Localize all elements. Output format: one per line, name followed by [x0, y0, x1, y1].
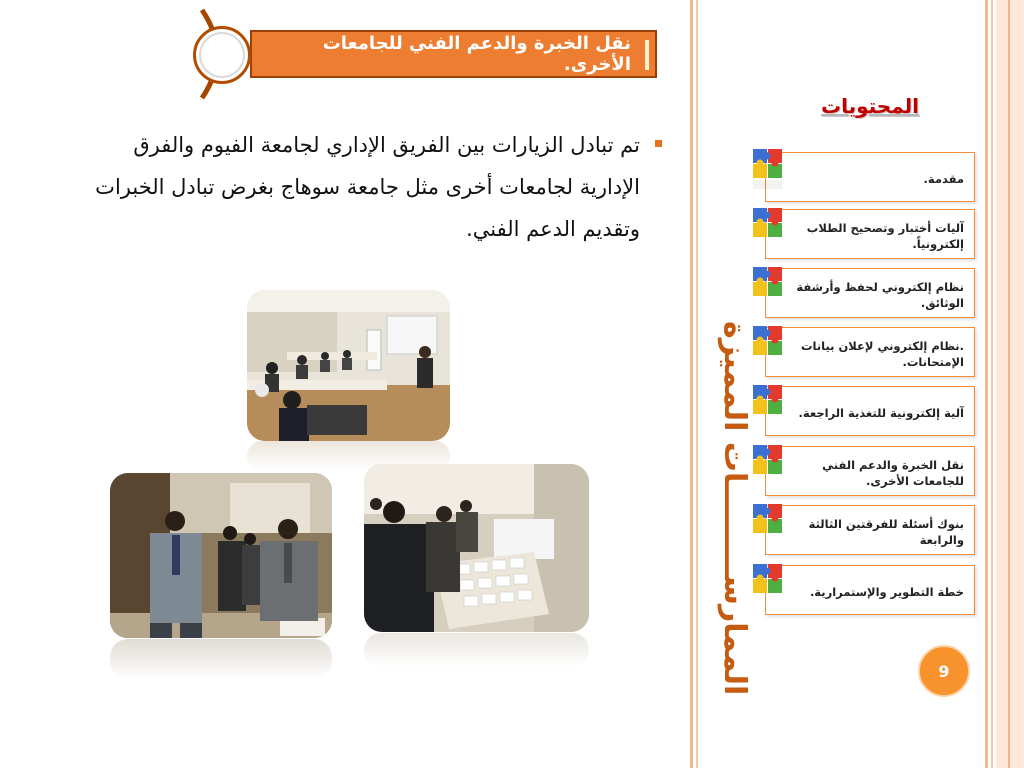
contents-title: المحتويات	[820, 94, 919, 118]
title-circle-decoration	[193, 26, 251, 84]
main-bullet	[80, 124, 640, 250]
contents-item-label: .نظام إلكتروني لإعلان بيانات الإمتحانات.	[800, 338, 964, 369]
exhibition-table-photo-reflection	[364, 633, 589, 667]
puzzle-icon	[751, 383, 785, 427]
puzzle-icon	[751, 147, 785, 191]
contents-item-label: نقل الخبرة والدعم الفني للجامعات الأخرى.	[822, 457, 964, 488]
contents-item-label: آلية إلكترونية للتغذية الراجعة.	[798, 405, 964, 420]
puzzle-icon	[751, 324, 785, 368]
contents-item-label: بنوك أسئلة للفرقتين الثالثة والرابعة	[808, 516, 964, 547]
contents-item-development-plan[interactable]	[765, 565, 975, 615]
puzzle-icon	[751, 443, 785, 487]
main-bullet-text: تم تبادل الزيارات بين الفريق الإداري لجامعة الفيوم والفرق الإدارية لجامعات أخرى مثل جامعة سوهاج بغرض تبادل الخبرات وتقديم الدعم الفني.	[95, 133, 640, 241]
border-stripe-5	[996, 0, 1024, 768]
border-stripe-3	[985, 0, 988, 768]
exhibition-table-photo	[364, 464, 589, 632]
meeting-room-photo	[247, 290, 450, 441]
border-stripe-4	[991, 0, 993, 768]
visitors-corridor-photo-reflection	[110, 639, 332, 679]
title-accent-bar	[645, 40, 649, 70]
contents-item-label: نظام إلكتروني لحفظ وأرشفة الوثائق.	[796, 279, 964, 310]
contents-item-feedback[interactable]	[765, 386, 975, 436]
contents-item-intro[interactable]	[765, 152, 975, 202]
bullet-icon	[655, 140, 662, 147]
puzzle-icon	[751, 206, 785, 250]
contents-item-label: خطة التطوير والإستمرارية.	[809, 584, 964, 599]
visitors-corridor-photo	[110, 473, 332, 638]
side-vertical-text: الممارســـــــــات المميزة	[717, 320, 752, 695]
contents-item-label: مقدمة.	[923, 171, 964, 186]
contents-item-label: آليات أختبار وتصحيح الطلاب إلكترونياً.	[806, 220, 964, 251]
page-number-badge: 9	[918, 645, 970, 697]
border-stripe-2	[696, 0, 698, 768]
border-stripe-6	[1008, 0, 1010, 768]
contents-item-electronic-exams[interactable]	[765, 209, 975, 259]
puzzle-icon	[751, 562, 785, 606]
slide-title-banner	[250, 30, 657, 78]
contents-item-expertise-transfer[interactable]	[765, 446, 975, 496]
contents-item-document-archiving[interactable]	[765, 268, 975, 318]
puzzle-icon	[751, 265, 785, 309]
puzzle-icon	[751, 502, 785, 546]
contents-item-exam-announcements[interactable]	[765, 327, 975, 377]
contents-item-question-banks[interactable]	[765, 505, 975, 555]
border-stripe-1	[690, 0, 693, 768]
slide-title: نقل الخبرة والدعم الفني للجامعات الأخرى.	[322, 33, 631, 75]
